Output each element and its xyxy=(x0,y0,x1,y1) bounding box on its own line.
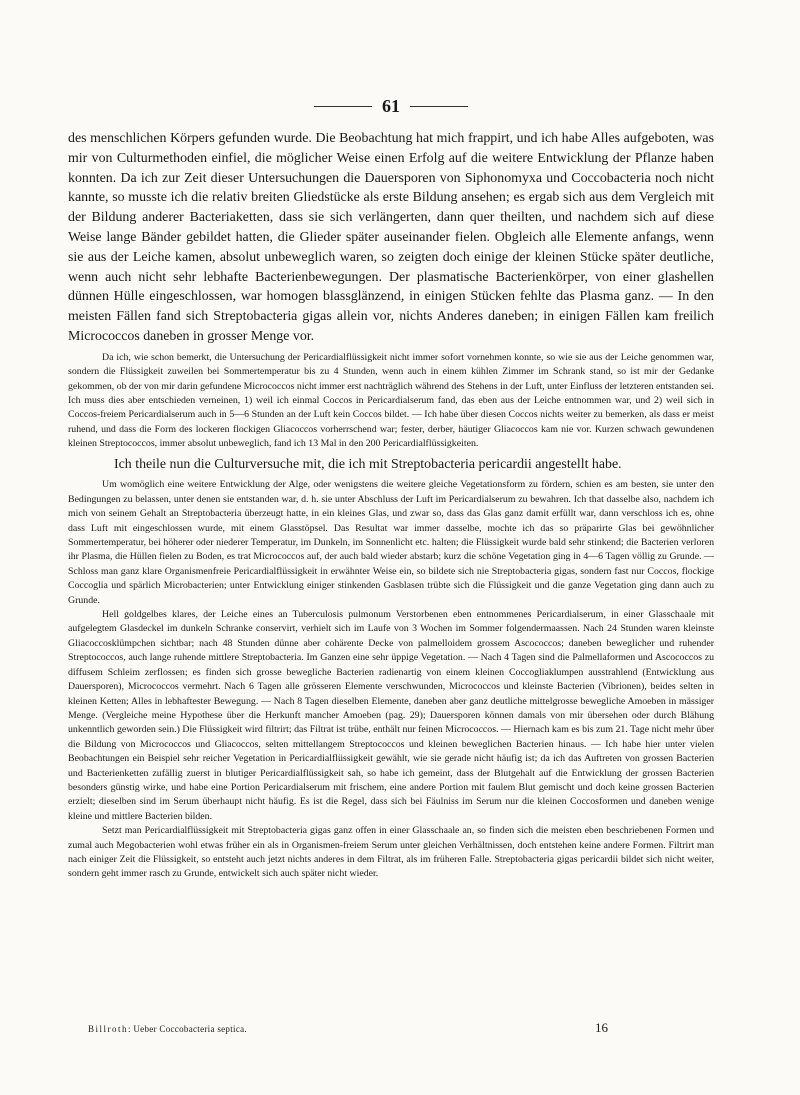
paragraph-small: Hell goldgelbes klares, der Leiche eines an Tuberculosis pulmonum Verstorbenen eben entnommenes Pericardialserum, in einer Glasschaale mit aufgelegtem Glasdeckel im dunkeln Schranke conservirt, verhielt sich im Laufe von 3 Wochen im Sommer folgendermaassen. Nach 24 Stunden waren kleinste Gliacoccosklümpchen sichtbar; nach 48 Stunden dünne aber cohärente Decke von palmelloidem grossem Ascococcos; daneben beweglicher und ruhender Streptococcos, auch lange ruhende mittlere Streptobacteria. Im Ganzen eine sehr üppige Vegetation. — Nach 4 Tagen sind die Palmellaformen und Ascococcos zu diffusem Schleim zerflossen; es finden sich grosse bewegliche Bacterien radienartig von einem kleinen Coccogliaklumpen ausstrahlend (Entwicklung aus Dauersporen), Micrococcos vermehrt. Nach 6 Tagen alle grösseren Elemente verschwunden, Micrococcos und kleinste Bacterien (Vibrionen), beides selten in kleinen Ketten; Alles in lebhaftester Bewegung. — Nach 8 Tagen dieselben Elemente, daneben aber ganz deutliche mittelgrosse bewegliche Amoeben in mässiger Menge. (Vergleiche meine Hypothese über die Herkunft mancher Amoeben (pag. 29); Dauersporen können damals von mir übersehen oder durch Blähung unkenntlich geworden sein.) Die Flüssigkeit wird filtrirt; das Filtrat ist trübe, enthält nur feinen Micrococcos. — Hiernach kam es bis zum 21. Tage nicht mehr über die Bildung von Micrococcos und Gliacoccos, selten mittellangem Streptococcos und kleinen beweglichen Bacterien hinaus. — Ich habe hier unter vielen Beobachtungen ein Beispiel sehr reicher Vegetation in Pericardialflüssigkeit gewählt, wie sie gerade nicht häufig ist; da ich das Auftreten von grossen Bacterien und Bacterienketten zufällig zuerst in blutiger Pericardialflüssigkeit sah, so habe ich gemeint, dass der Blutgehalt auf die Entwicklung der grossen Bacterien besonders günstig wirke, und habe eine Portion Pericardialserum mit frischem, eine andere Portion mit faulem Blut gemischt und doch keine grossen Bacterien erzielt; dieselben sind im Serum überhaupt nicht häufig. Es ist die Regel, dass sich bei Fäulniss im Serum nur die kleinen Coccosformen und daneben wenige kleine und mittlere Bacterien bilden. xyxy=(68,609,714,822)
paragraph-large: des menschlichen Körpers gefunden wurde. Die Beobachtung hat mich frappirt, und ich habe Alles aufgeboten, was mir von Culturmethoden einfiel, die möglicher Weise einen Erfolg auf die weitere Entwicklung der Pflanze haben konnten. Da ich zur Zeit dieser Untersuchungen die Dauersporen von Siphonomyxa und Coccobacteria noch nicht kannte, so musste ich die relativ breiten Gliedstücke als erste Bildung ansehen; es ergab sich aus dem Vergleich mit der Bildung anderer Bacteriaketten, dass sie sich verlängerten, dann quer theilten, und nachdem sich auf diese Weise lange Bänder gebildet hatten, die Glieder später auseinander fielen. Obgleich alle Elemente anfangs, wenn sie aus der Leiche kamen, absolut unbeweglich waren, so zeigten doch einige der kleinen Stücke später deutliche, wenn auch nicht sehr lebhafte Bacterienbewegungen. Der plasmatische Bacterienkörper, von einer glashellen dünnen Hülle eingeschlossen, war homogen blassglänzend, in einigen Stücken fehlte das Plasma ganz. — In den meisten Fällen fand sich Streptobacteria gigas allein vor, nichts Anderes daneben; in einigen Fällen kam freilich Micrococcos daneben in grosser Menge vor. xyxy=(68,131,714,344)
header-rule-left xyxy=(314,106,372,107)
paragraph-small: Um womöglich eine weitere Entwicklung der Alge, oder wenigstens die weitere gleiche Vegetationsform zu fördern, schien es am besten, sie unter den Bedingungen zu belassen, unter denen sie entstanden war, d. h. sie unter Abschluss der Luft im Pericardialserum zu bewahren. Ich that dasselbe also, nachdem ich mich von seinem Gehalt an Streptobacteria überzeugt hatte, in ein kleines Glas, und zwar so, dass das Glas ganz damit erfüllt war, dann verschloss ich es, ohne dass Luft mit eingeschlossen wurde, mit einem Glasstöpsel. Das Resultat war immer dasselbe, mochte ich das so präparirte Glas bei gewöhnlicher Sommertemperatur, bei höherer oder niederer Temperatur, im Dunkeln, im Sonnenlicht etc. halten; die Flüssigkeit wurde bald sehr stinkend; die Bacterien verloren ihr Plasma, die Hüllen fielen zu Boden, es trat Micrococcos auf, der auch bald wieder abstarb; kurz die schöne Vegetation ging in 4—6 Tagen völlig zu Grunde. — Schloss man ganz klare Organismenfreie Pericardialflüssigkeit in erwähnter Weise ein, so bildete sich nie Streptobacteria gigas, sondern fast nur Coccos, flockige Coccoglia und spärlich Microbacterien; unter Entwicklung einiger stinkenden Gasblasen trübte sich die Flüssigkeit und die ganze Vegetation ging dann auch zu Grunde. xyxy=(68,479,714,606)
paragraph-small: Da ich, wie schon bemerkt, die Untersuchung der Pericardialflüssigkeit nicht immer sofort vornehmen konnte, so wie sie aus der Leiche genommen war, sondern die Flüssigkeit zuweilen bei Sommertemperatur bis zu 4 Stunden, wenn auch in einem kühlen Zimmer im Schrank stand, so ist mir der Gedanke gekommen, ob der von mir darin gefundene Micrococcos nicht immer erst nachträglich während des Stehens in der Luft, unter Einfluss der letzteren entstanden sei. Ich muss dies aber entschieden verneinen, 1) weil ich einmal Coccos in Pericardialserum fand, das eben aus der Leiche entnommen war, und 2) weil sich in Coccos-freiem Pericardialserum auch in 5—6 Stunden an der Luft kein Coccos bildet. — Ich habe über diesen Coccos nichts weiter zu bemerken, als dass er meist ruhend, und dass die Form des lockeren flockigen Gliacoccos vorherrschend war; fester, derber, häutiger Gliacoccos kam nie vor. Kurzen schwach gewundenen kleinen Streptococcos, immer absolut unbeweglich, fand ich 13 Mal in den 200 Pericardialflüssigkeiten. xyxy=(68,351,714,450)
footer-author: Billroth xyxy=(88,1024,129,1034)
page-footer xyxy=(88,1020,608,1036)
paragraph-small: Setzt man Pericardialflüssigkeit mit Streptobacteria gigas ganz offen in einer Glasschaale an, so finden sich die meisten eben beschriebenen Formen und zumal auch Megobacterien wohl etwas früher ein als in Organismen-freiem Serum unter gleichen Verhältnissen, doch entstehen keine andere Formen. Filtrirt man nach einiger Zeit die Flüssigkeit, so entsteht auch jetzt nichts anderes in dem Filtrat, als im früheren Falle. Streptobacteria gigas pericardii bildet sich nicht weiter, sondern geht immer rasch zu Grunde, entwickelt sich auch später nicht wieder. xyxy=(68,825,714,880)
footer-title: : Ueber Coccobacteria septica. xyxy=(128,1024,247,1034)
page-header xyxy=(68,96,714,117)
running-footer xyxy=(88,1024,247,1034)
header-rule-right xyxy=(410,106,468,107)
signature-mark: 16 xyxy=(595,1020,608,1035)
paragraph-large: Ich theile nun die Culturversuche mit, die ich mit Streptobacteria pericardii angestellt habe. xyxy=(114,456,622,472)
page-number: 61 xyxy=(382,96,400,116)
page-body xyxy=(68,96,714,882)
